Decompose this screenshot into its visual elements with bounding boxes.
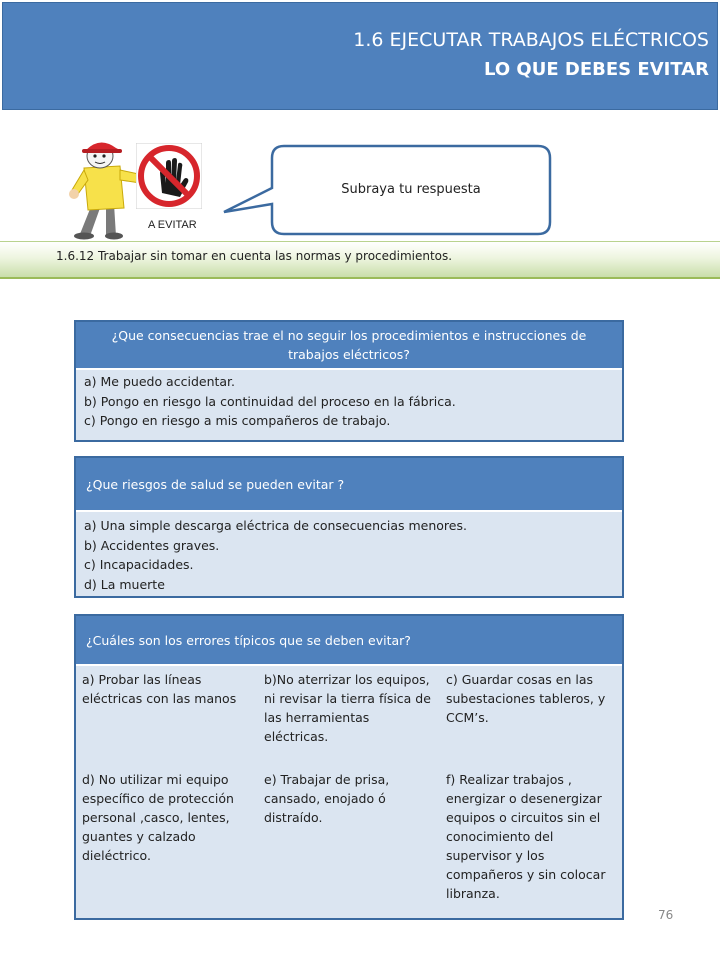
answer-option-b[interactable]: b) Accidentes graves.	[84, 537, 220, 553]
callout-text: Subraya tu respuesta	[341, 181, 481, 197]
answer-option-f[interactable]: f) Realizar trabajos , energizar o desenergizar equipos o circuitos sin el conocimiento del supervisor y los compañeros y sin colocar libranza.	[446, 772, 606, 901]
answer-option-c[interactable]: c) Pongo en riesgo a mis compañeros de trabajo.	[84, 413, 391, 428]
answer-option-e[interactable]: e) Trabajar de prisa, cansado, enojado ó distraído.	[264, 772, 390, 825]
question-box-2	[74, 456, 624, 598]
question-text: ¿Cuáles son los errores típicos que se deben evitar?	[86, 632, 411, 648]
answer-option-c[interactable]: c) Incapacidades.	[84, 557, 194, 572]
page-subtitle: LO QUE DEBES EVITAR	[484, 59, 709, 80]
answer-option-d[interactable]: d) La muerte	[84, 576, 165, 592]
answer-option-c[interactable]: c) Guardar cosas en las subestaciones tableros, y CCM’s.	[446, 672, 606, 725]
question-box-1	[74, 320, 624, 442]
answer-option-d[interactable]: d) No utilizar mi equipo específico de protección personal ,casco, lentes, guantes y calzado dieléctrico.	[82, 772, 234, 863]
answer-list	[76, 370, 622, 433]
answer-option-b[interactable]: b)No aterrizar los equipos, ni revisar la tierra física de las herramientas eléctricas.	[264, 672, 431, 744]
question-box-3	[74, 614, 624, 920]
question-header	[76, 458, 622, 512]
answer-option-a[interactable]: a) Me puedo accidentar.	[84, 374, 236, 389]
no-hand-prohibition-icon	[136, 143, 202, 209]
question-header	[76, 322, 622, 370]
page-title: 1.6 EJECUTAR TRABAJOS ELÉCTRICOS	[353, 29, 709, 51]
avoid-label: A EVITAR	[148, 219, 197, 231]
rule-text: 1.6.12 Trabajar sin tomar en cuenta las normas y procedimientos.	[56, 249, 453, 263]
question-text: ¿Que consecuencias trae el no seguir los procedimientos e instrucciones de trabajos eléctricos?	[111, 328, 587, 362]
answer-option-a[interactable]: a) Una simple descarga eléctrica de consecuencias menores.	[84, 518, 467, 533]
answer-option-a[interactable]: a) Probar las líneas eléctricas con las manos	[82, 672, 237, 706]
header-banner	[2, 2, 718, 110]
answer-list	[76, 512, 622, 596]
question-header	[76, 616, 622, 666]
answer-grid	[76, 666, 622, 903]
question-text: ¿Que riesgos de salud se pueden evitar ?	[86, 476, 345, 492]
page-number: 76	[658, 908, 674, 922]
answer-option-b[interactable]: b) Pongo en riesgo la continuidad del proceso en la fábrica.	[84, 393, 456, 409]
